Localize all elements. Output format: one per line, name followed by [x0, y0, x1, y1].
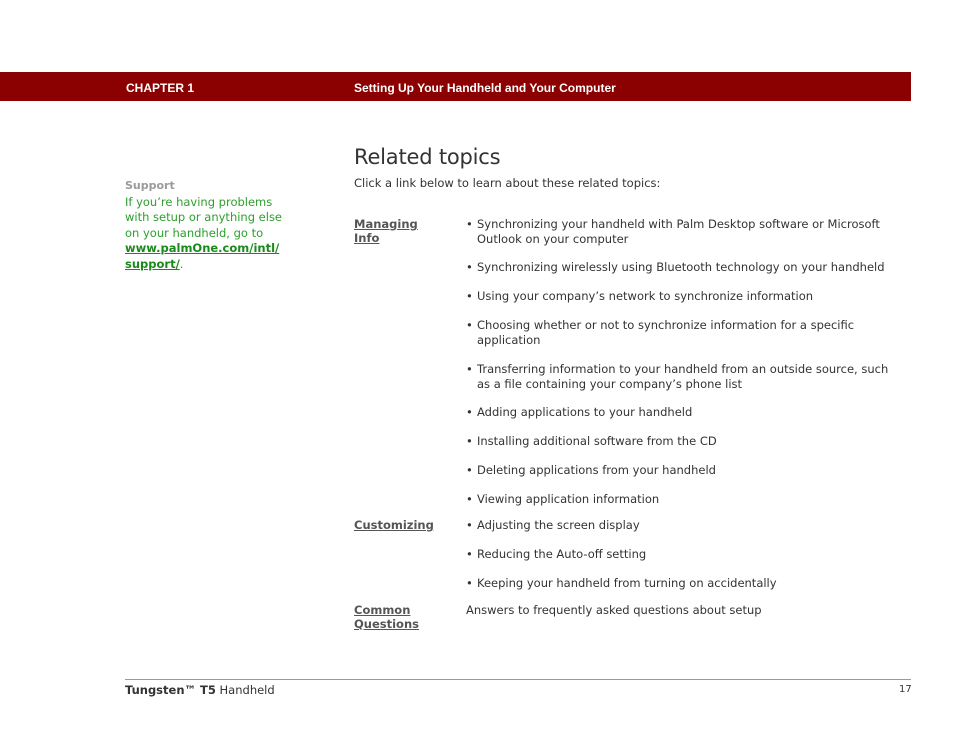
list-item: • Viewing application information [466, 492, 896, 507]
footer-divider [125, 679, 911, 680]
list-item: • Deleting applications from your handheld [466, 463, 896, 478]
common-questions-link-line1[interactable]: Common [354, 603, 411, 617]
list-item: • Installing additional software from the CD [466, 434, 896, 449]
support-link-line1[interactable]: www.palmOne.com/intl/ [125, 241, 280, 255]
list-item: • Choosing whether or not to synchronize information for a specific application [466, 318, 896, 348]
common-questions-link-line2[interactable]: Questions [354, 617, 419, 631]
customizing-link[interactable]: Customizing [354, 518, 434, 532]
footer-product-name: Tungsten™ T5 [125, 683, 216, 697]
list-item: • Adjusting the screen display [466, 518, 896, 533]
support-link-line2[interactable]: support/ [125, 256, 180, 271]
footer-product [125, 683, 275, 697]
list-item: • Synchronizing your handheld with Palm Desktop software or Microsoft Outlook on your computer [466, 217, 896, 247]
intro-text: Click a link below to learn about these related topics: [354, 176, 661, 190]
list-item: • Keeping your handheld from turning on accidentally [466, 576, 896, 591]
chapter-header-bar [0, 72, 911, 101]
page-title: Related topics [354, 145, 501, 169]
support-sidebar [125, 178, 295, 272]
sidebar-text-line3: on your handheld, go to [125, 225, 264, 240]
sidebar-text-line2: with setup or anything else [125, 210, 283, 224]
list-item: • Reducing the Auto-off setting [466, 547, 896, 562]
sidebar-heading: Support [125, 179, 175, 192]
sidebar-text-line1: If you’re having problems [125, 194, 273, 209]
footer-product-suffix: Handheld [215, 683, 275, 697]
chapter-title: Setting Up Your Handheld and Your Computer [354, 81, 616, 95]
common-questions-description: Answers to frequently asked questions about setup [466, 603, 762, 617]
sidebar-text [125, 195, 295, 273]
chapter-label: CHAPTER 1 [126, 81, 195, 95]
list-item: • Using your company’s network to synchronize information [466, 289, 896, 304]
page-number: 17 [899, 684, 912, 695]
list-item: • Transferring information to your handheld from an outside source, such as a file containing your company’s phone list [466, 362, 896, 392]
list-item: • Adding applications to your handheld [466, 405, 896, 420]
common-questions-link[interactable] [354, 603, 444, 631]
sidebar-trailing-period: . [179, 256, 184, 271]
list-item: • Synchronizing wirelessly using Bluetooth technology on your handheld [466, 260, 896, 275]
managing-info-link[interactable]: Managing Info [354, 217, 418, 245]
support-link[interactable] [125, 241, 279, 271]
